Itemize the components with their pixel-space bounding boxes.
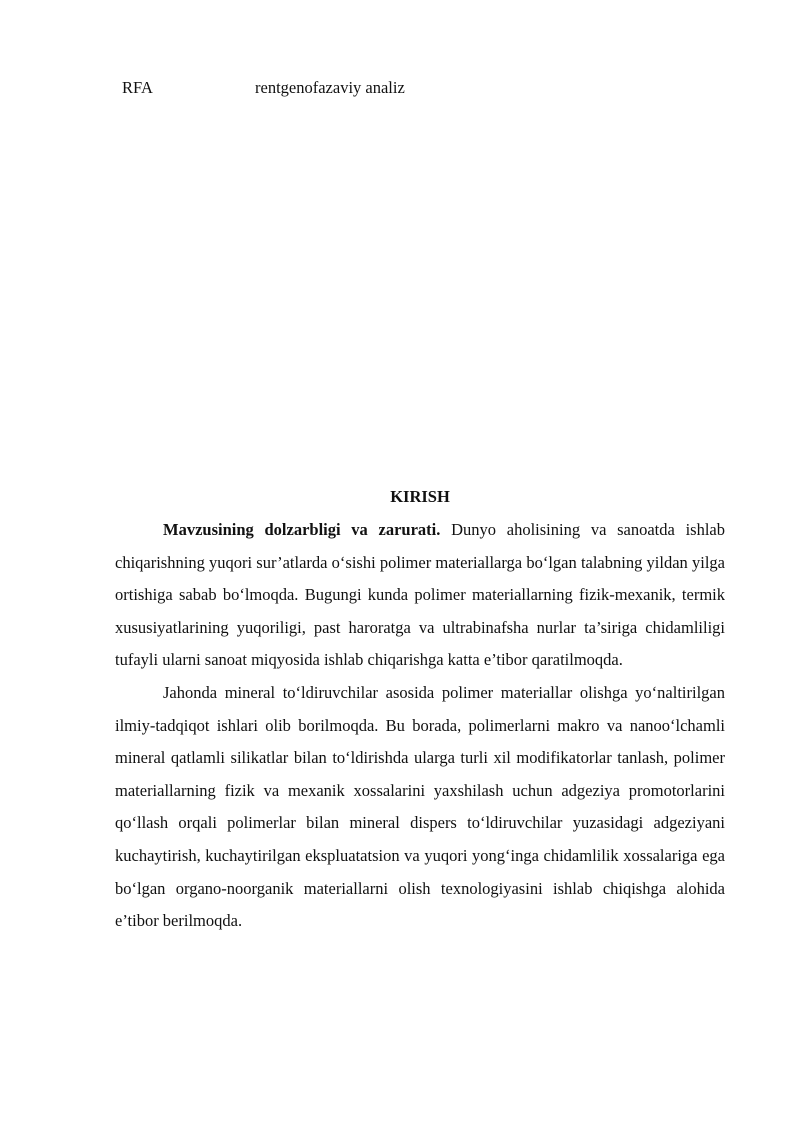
abbreviation-row — [0, 78, 800, 100]
abbreviation-definition: rentgenofazaviy analiz — [255, 78, 405, 97]
section-title: KIRISH — [390, 487, 450, 506]
abbreviation-term: RFA — [122, 78, 153, 97]
body-text — [115, 514, 725, 938]
paragraph-relevance — [115, 514, 725, 677]
paragraph-lead: Mavzusining dolzarbligi va zarurati. — [163, 520, 441, 539]
paragraph-text: Jahonda mineral to‘ldiruvchilar asosida polimer materiallar olishga yo‘naltirilgan ilmiy-tadqiqot ishlari olib borilmoqda. Bu borada, polimerlarni makro va nanoo‘lchamli mineral qatlamli silikatlar bilan to‘ldirishda ularga turli xil modifikatorlar tanlash, polimer materiallarning fizik va mexanik xossalarini yaxshilash uchun adgeziya promotorlarini qo‘llash orqali polimerlar bilan mineral dispers to‘ldiruvchilar yuzasidagi adgeziyani kuchaytirish, kuchaytirilgan ekspluatatsion va yuqori yong‘inga chidamlilik xossalariga ega bo‘lgan organo-noorganik materiallarni olish texnologiyasini ishlab chiqishga alohida e’tibor berilmoqda. — [115, 682, 725, 931]
paragraph-text: Dunyo aholisining va sanoatda ishlab chiqarishning yuqori sur’atlarda o‘sishi polimer materiallarga bo‘lgan talabning yildan yilga ortishiga sabab bo‘lmoqda. Bugungi kunda polimer materiallarning fizik-mexanik, termik xususiyatlarining yuqoriligi, past haroratga va ultrabinafsha nurlar ta’siriga chidamliligi tufayli ularni sanoat miqyosida ishlab chiqarishga katta e’tibor qaratilmoqda. — [115, 520, 725, 670]
paragraph-research — [115, 677, 725, 938]
